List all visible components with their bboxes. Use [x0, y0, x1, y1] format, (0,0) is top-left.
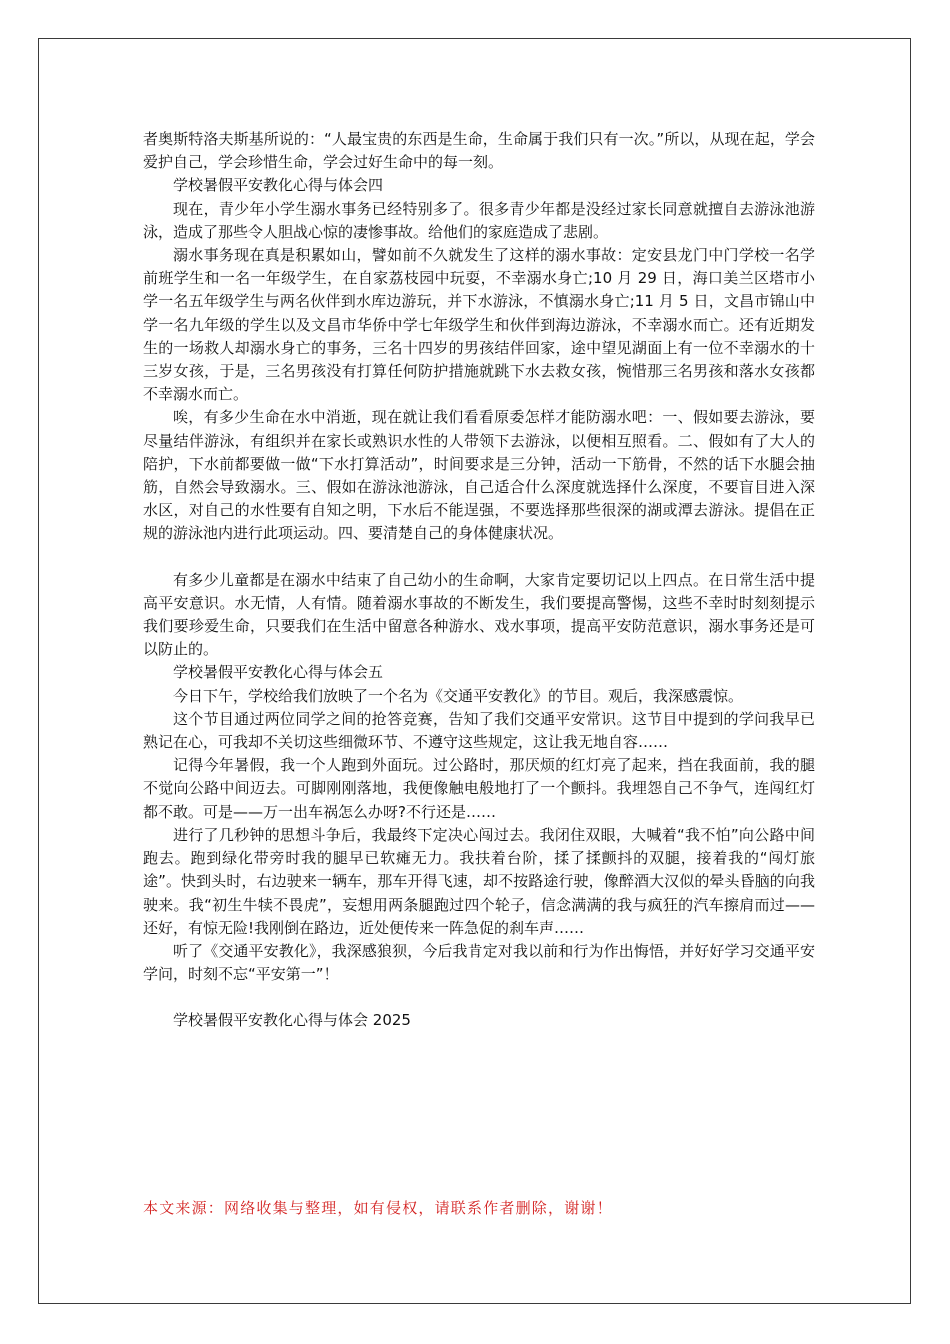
section-heading-four: 学校暑假平安教化心得与体会四 — [173, 176, 384, 195]
source-disclaimer: 本文来源：网络收集与整理，如有侵权，请联系作者删除，谢谢！ — [143, 1199, 613, 1217]
paragraph: 唉，有多少生命在水中消逝，现在就让我们看看原委怎样才能防溺水吧：一、假如要去游泳，要尽量结伴游泳，有组织并在家长或熟识水性的人带领下去游泳，以便相互照看。二、假如有了大人的陪护，下水前都要做一做“下水打算活动”，时间要求是三分钟，活动一下筋骨，不然的话下水腿会抽筋，自然会导致溺水。三、假如在游泳池游泳，自己适合什么深度就选择什么深度，不要盲目进入深水区，对自己的水性要有自知之明，下水后不能逞强，不要选择那些很深的湖或潭去游泳。提倡在正规的游泳池内进行此项运动。四、要清楚自己的身体健康状况。 — [143, 408, 815, 543]
closing-title: 学校暑假平安教化心得与体会 2025 — [173, 1011, 411, 1030]
paragraph-continuation: 者奥斯特洛夫斯基所说的：“人最宝贵的东西是生命，生命属于我们只有一次。”所以，从现在起，学会爱护自己，学会珍惜生命，学会过好生命中的每一刻。 — [143, 130, 815, 172]
paragraph: 记得今年暑假，我一个人跑到外面玩。过公路时，那厌烦的红灯亮了起来，挡在我面前，我的腿不觉向公路中间迈去。可脚刚刚落地，我便像触电般地打了一个颤抖。我埋怨自己不争气，连闯红灯都不敢。可是——万一出车祸怎么办呀?不行还是…… — [143, 756, 815, 821]
paragraph: 进行了几秒钟的思想斗争后，我最终下定决心闯过去。我闭住双眼，大喊着“我不怕”向公路中间跑去。跑到绿化带旁时我的腿早已软瘫无力。我扶着台阶，揉了揉颤抖的双腿，接着我的“闯灯旅途”。快到头时，右边驶来一辆车，那车开得飞速，却不按路途行驶，像醉酒大汉似的晕头昏脑的向我驶来。我“初生牛犊不畏虎”，妄想用两条腿跑过四个轮子，信念满满的我与疯狂的汽车擦肩而过——还好，有惊无险!我刚倒在路边，近处便传来一阵急促的刹车声…… — [143, 825, 815, 937]
paragraph: 今日下午，学校给我们放映了一个名为《交通平安教化》的节目。观后，我深感震惊。 — [173, 686, 744, 705]
paragraph: 有多少儿童都是在溺水中结束了自己幼小的生命啊，大家肯定要切记以上四点。在日常生活中提高平安意识。水无情，人有情。随着溺水事故的不断发生，我们要提高警惕，这些不幸时时刻刻提示我们要珍爱生命，只要我们在生活中留意各种游水、戏水事项，提高平安防范意识，溺水事务还是可以防止的。 — [143, 570, 815, 659]
paragraph: 现在，青少年小学生溺水事务已经特别多了。很多青少年都是没经过家长同意就擅自去游泳池游泳，造成了那些令人胆战心惊的凄惨事故。给他们的家庭造成了悲剧。 — [143, 199, 815, 241]
section-heading-five: 学校暑假平安教化心得与体会五 — [173, 663, 384, 682]
paragraph: 听了《交通平安教化》，我深感狼狈，今后我肯定对我以前和行为作出悔悟，并好好学习交通平安学问，时刻不忘“平安第一”！ — [143, 941, 815, 984]
paragraph: 这个节目通过两位同学之间的抢答竞赛，告知了我们交通平安常识。这节目中提到的学问我早已熟记在心，可我却不关切这些细微环节、不遵守这些规定，这让我无地自容…… — [143, 709, 815, 752]
document-body — [143, 128, 815, 1033]
paragraph: 溺水事务现在真是积累如山，譬如前不久就发生了这样的溺水事故：定安县龙门中门学校一名学前班学生和一名一年级学生，在自家荔枝园中玩耍，不幸溺水身亡;10 月 29 日，海口美兰区塔市小学一名五年级学生与两名伙伴到水库边游玩，并下水游泳，不慎溺水身亡;11 月 5 日，文昌市锦山中学一名九年级的学生以及文昌市华侨中学七年级学生和伙伴到海边游泳，不幸溺水而亡。还有近期发生的一场救人却溺水身亡的事务，三名十四岁的男孩结伴回家，途中望见湖面上有一位不幸溺水的十三岁女孩，于是，三名男孩没有打算任何防护措施就跳下水去救女孩，惋惜那三名男孩和落水女孩都不幸溺水而亡。 — [143, 246, 815, 404]
paragraph-gap — [143, 546, 815, 569]
paragraph-gap — [143, 986, 815, 1009]
